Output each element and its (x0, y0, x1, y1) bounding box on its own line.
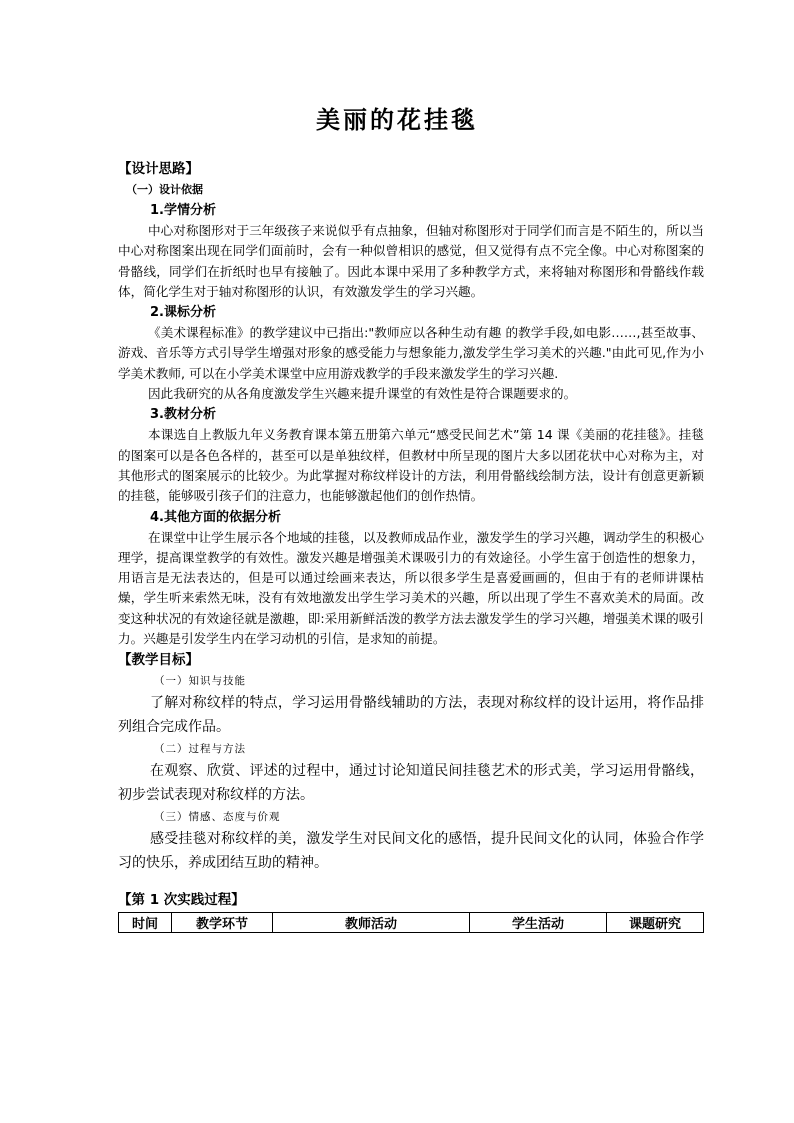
paragraph-curriculum-analysis: 《美术课程标准》的教学建议中已指出:"教师应以各种生动有趣 的教学手段,如电影……,甚至故事、游戏、音乐等方式引导学生增强对形象的感受能力与想象能力,激发学生学习美术的兴趣."由此可见,作为小学美术教师, 可以在小学美术课堂中应用游戏教学的手段来激发学生的学习兴趣. (118, 325, 704, 381)
goal-heading-process: （二）过程与方法 (154, 743, 246, 756)
paragraph-curriculum-conclusion: 因此我研究的从各角度激发学生兴趣来提升课堂的有效性是符合课题要求的。 (148, 386, 577, 402)
goal-text-emotion: 感受挂毯对称纹样的美，激发学生对民间文化的感悟，提升民间文化的认同，体验合作学习的快乐，养成团结互助的精神。 (118, 831, 704, 871)
practice-table (118, 912, 704, 933)
subsection-heading-basis: （一）设计依据 (126, 183, 203, 196)
paragraph-textbook-analysis: 本课选自上教版九年义务教育课本第五册第六单元“感受民间艺术”第 14 课《美丽的花挂毯》。挂毯的图案可以是各色各样的，甚至可以是单独纹样，但教材中所呈现的图片大多以团花状中心对称为主，对其他形式的图案展示的比较少。为此掌握对称纹样设计的方法，利用骨骼线绘制方法，设计有创意更新颖的挂毯，能够吸引孩子们的注意力，也能够激起他们的创作热情。 (118, 427, 704, 504)
goal-text-process: 在观察、欣赏、评述的过程中，通过讨论知道民间挂毯艺术的形式美，学习运用骨骼线，初步尝试表现对称纹样的方法。 (118, 763, 704, 803)
section-heading-practice: 【第 1 次实践过程】 (118, 892, 245, 909)
document-body (118, 158, 704, 933)
paragraph-learner-analysis: 中心对称图形对于三年级孩子来说似乎有点抽象，但轴对称图形对于同学们而言是不陌生的，所以当中心对称图案出现在同学们面前时，会有一种似曾相识的感觉，但又觉得有点不完全像。中心对称图案的骨骼线，同学们在折纸时也早有接触了。因此本课中采用了多种教学方式，来将轴对称图形和骨骼线作载体，简化学生对于轴对称图形的认识，有效激发学生的学习兴趣。 (118, 223, 704, 299)
table-header-cell: 时间 (119, 913, 172, 933)
heading-other-analysis: 4.其他方面的依据分析 (150, 509, 281, 525)
table-header-row (119, 913, 704, 933)
heading-textbook-analysis: 3.教材分析 (150, 407, 216, 423)
table-header-cell: 教学环节 (172, 913, 273, 933)
section-heading-goals: 【教学目标】 (118, 652, 199, 669)
table-header-cell: 课题研究 (607, 913, 704, 933)
goal-text-knowledge: 了解对称纹样的特点，学习运用骨骼线辅助的方法，表现对称纹样的设计运用，将作品排列组合完成作品。 (118, 695, 704, 735)
table-header-cell: 学生活动 (470, 913, 607, 933)
document-title: 美丽的花挂毯 (316, 105, 478, 134)
heading-learner-analysis: 1.学情分析 (150, 203, 216, 218)
section-heading-design: 【设计思路】 (118, 161, 199, 177)
heading-curriculum-analysis: 2.课标分析 (150, 305, 216, 321)
goal-heading-emotion: （三）情感、态度与价观 (154, 811, 281, 824)
table-header-cell: 教师活动 (273, 913, 470, 933)
paragraph-other-analysis: 在课堂中让学生展示各个地域的挂毯，以及教师成品作业，激发学生的学习兴趣，调动学生的积极心理学，提高课堂教学的有效性。激发兴趣是增强美术课吸引力的有效途径。小学生富于创造性的想象力，用语言是无法表达的，但是可以通过绘画来表达，所以很多学生是喜爱画画的，但由于有的老师讲课枯燥，学生听来索然无味，没有有效地激发出学生学习美术的兴趣，所以出现了学生不喜欢美术的局面。改变这种状况的有效途径就是激趣，即:采用新鲜活泼的教学方法去激发学生的学习兴趣，增强美术课的吸引力。兴趣是引发学生内在学习动机的引信，是求知的前提。 (118, 529, 704, 647)
goal-heading-knowledge: （一）知识与技能 (154, 675, 246, 688)
